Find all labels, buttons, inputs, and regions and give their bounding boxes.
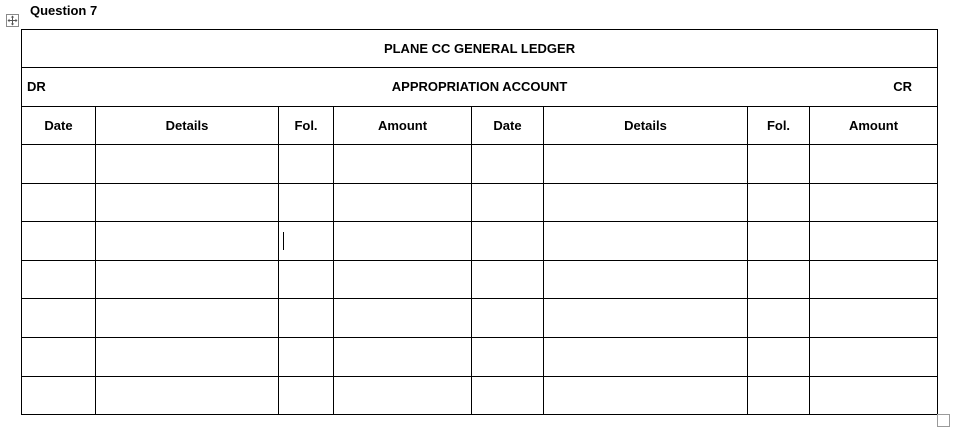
- ledger-cell-amount-cr[interactable]: [810, 145, 938, 184]
- ledger-cell-folio-cr[interactable]: [748, 145, 810, 184]
- column-header-details-dr[interactable]: Details: [96, 107, 279, 145]
- column-header-row: [22, 107, 938, 145]
- table-row: [22, 376, 938, 415]
- ledger-cell-date-cr[interactable]: [472, 183, 544, 222]
- ledger-cell-amount-cr[interactable]: [810, 222, 938, 261]
- ledger-cell-date-dr[interactable]: [22, 376, 96, 415]
- ledger-cell-amount-cr[interactable]: [810, 183, 938, 222]
- ledger-cell-details-cr[interactable]: [544, 145, 748, 184]
- text-cursor: [283, 232, 284, 250]
- account-header-row: [22, 68, 938, 107]
- ledger-cell-date-cr[interactable]: [472, 145, 544, 184]
- ledger-cell-amount-dr[interactable]: [334, 337, 472, 376]
- ledger-cell-folio-cr[interactable]: [748, 183, 810, 222]
- table-row: [22, 145, 938, 184]
- table-row: [22, 260, 938, 299]
- ledger-cell-amount-dr[interactable]: [334, 299, 472, 338]
- column-header-date-dr[interactable]: Date: [22, 107, 96, 145]
- ledger-cell-date-dr[interactable]: [22, 222, 96, 261]
- ledger-cell-date-cr[interactable]: [472, 299, 544, 338]
- table-row: [22, 222, 938, 261]
- column-header-folio-dr[interactable]: Fol.: [279, 107, 334, 145]
- ledger-cell-details-cr[interactable]: [544, 337, 748, 376]
- table-row: [22, 337, 938, 376]
- ledger-cell-folio-dr[interactable]: [279, 183, 334, 222]
- ledger-cell-folio-cr[interactable]: [748, 222, 810, 261]
- ledger-cell-folio-dr[interactable]: [279, 260, 334, 299]
- ledger-cell-date-dr[interactable]: [22, 299, 96, 338]
- ledger-cell-date-cr[interactable]: [472, 222, 544, 261]
- ledger-cell-folio-cr[interactable]: [748, 376, 810, 415]
- account-header-cell[interactable]: [22, 68, 938, 107]
- ledger-cell-date-dr[interactable]: [22, 260, 96, 299]
- ledger-cell-details-dr[interactable]: [96, 222, 279, 261]
- ledger-cell-details-cr[interactable]: [544, 222, 748, 261]
- ledger-cell-date-dr[interactable]: [22, 183, 96, 222]
- table-resize-handle-icon[interactable]: [937, 414, 950, 427]
- cr-label: CR: [893, 79, 913, 94]
- move-arrows-icon: [7, 15, 18, 26]
- ledger-cell-details-dr[interactable]: [96, 145, 279, 184]
- ledger-cell-folio-dr[interactable]: [279, 376, 334, 415]
- ledger-cell-date-dr[interactable]: [22, 337, 96, 376]
- column-header-date-cr[interactable]: Date: [472, 107, 544, 145]
- ledger-cell-details-cr[interactable]: [544, 183, 748, 222]
- ledger-title-row: [22, 30, 938, 68]
- ledger-cell-details-dr[interactable]: [96, 260, 279, 299]
- dr-label: DR: [27, 79, 46, 94]
- ledger-cell-amount-dr[interactable]: [334, 260, 472, 299]
- ledger-cell-details-cr[interactable]: [544, 299, 748, 338]
- ledger-cell-amount-dr[interactable]: [334, 145, 472, 184]
- ledger-cell-folio-dr[interactable]: [279, 299, 334, 338]
- ledger-cell-amount-dr[interactable]: [334, 376, 472, 415]
- ledger-cell-amount-cr[interactable]: [810, 376, 938, 415]
- ledger-cell-details-dr[interactable]: [96, 376, 279, 415]
- question-title: Question 7: [30, 3, 98, 18]
- ledger-cell-details-dr[interactable]: [96, 299, 279, 338]
- ledger-cell-date-cr[interactable]: [472, 337, 544, 376]
- account-name: APPROPRIATION ACCOUNT: [391, 79, 568, 94]
- ledger-cell-details-cr[interactable]: [544, 260, 748, 299]
- ledger-cell-details-dr[interactable]: [96, 337, 279, 376]
- table-row: [22, 183, 938, 222]
- ledger-cell-details-cr[interactable]: [544, 376, 748, 415]
- column-header-details-cr[interactable]: Details: [544, 107, 748, 145]
- column-header-folio-cr[interactable]: Fol.: [748, 107, 810, 145]
- ledger-title[interactable]: PLANE CC GENERAL LEDGER: [22, 30, 938, 68]
- ledger-cell-amount-cr[interactable]: [810, 299, 938, 338]
- ledger-cell-folio-dr[interactable]: [279, 337, 334, 376]
- ledger-cell-amount-dr[interactable]: [334, 222, 472, 261]
- ledger-cell-folio-cr[interactable]: [748, 299, 810, 338]
- table-move-handle-icon[interactable]: [6, 14, 19, 27]
- ledger-cell-amount-dr[interactable]: [334, 183, 472, 222]
- column-header-amount-dr[interactable]: Amount: [334, 107, 472, 145]
- ledger-cell-date-cr[interactable]: [472, 376, 544, 415]
- ledger-cell-folio-cr[interactable]: [748, 260, 810, 299]
- ledger-cell-date-dr[interactable]: [22, 145, 96, 184]
- ledger-table: [21, 29, 938, 415]
- ledger-cell-details-dr[interactable]: [96, 183, 279, 222]
- table-row: [22, 299, 938, 338]
- column-header-amount-cr[interactable]: Amount: [810, 107, 938, 145]
- ledger-cell-amount-cr[interactable]: [810, 337, 938, 376]
- ledger-cell-folio-cr[interactable]: [748, 337, 810, 376]
- ledger-cell-folio-dr[interactable]: [279, 222, 334, 261]
- ledger-cell-date-cr[interactable]: [472, 260, 544, 299]
- ledger-cell-folio-dr[interactable]: [279, 145, 334, 184]
- ledger-cell-amount-cr[interactable]: [810, 260, 938, 299]
